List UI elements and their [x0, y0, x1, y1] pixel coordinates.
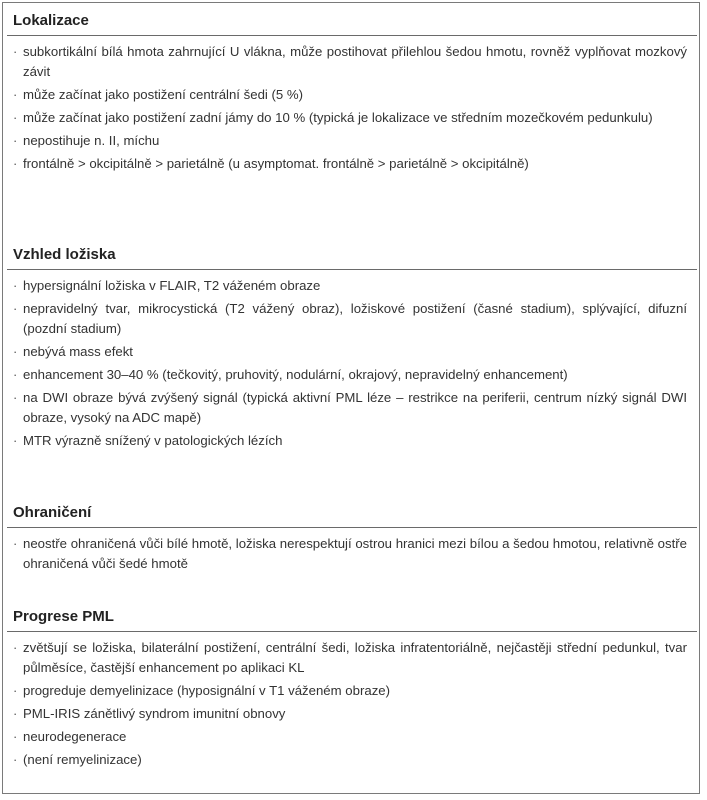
list-item: · MTR výrazně snížený v patologických lézích: [13, 431, 687, 451]
list-item: · neurodegenerace: [13, 727, 687, 747]
list-item: · nebývá mass efekt: [13, 342, 687, 362]
item-list: [3, 276, 699, 451]
list-item: · zvětšují se ložiska, bilaterální postižení, centrální šedi, ložiska infratentoriálně, nejčastěji střední pedunkul, tvar půlměsíce, častější enhancement po aplikaci KL: [13, 640, 687, 675]
section-divider: [7, 527, 697, 528]
bullet-icon: ·: [13, 729, 18, 744]
section-vzhled-loziska: [3, 243, 699, 454]
bullet-icon: ·: [13, 156, 18, 171]
bullet-icon: ·: [13, 278, 18, 293]
list-item: · frontálně > okcipitálně > parietálně (u asymptomat. frontálně > parietálně > okcipitálně): [13, 154, 687, 174]
bullet-icon: ·: [13, 706, 18, 721]
list-item: · na DWI obraze bývá zvýšený signál (typická aktivní PML léze – restrikce na periferii, centrum nízký signál DWI obraze, vysoký na ADC mapě): [13, 390, 687, 425]
bullet-icon: ·: [13, 752, 18, 767]
section-divider: [7, 269, 697, 270]
section-title: Vzhled ložiska: [13, 246, 116, 263]
section-title: Ohraničení: [13, 504, 92, 521]
bullet-icon: ·: [13, 433, 18, 448]
list-item: · může začínat jako postižení zadní jámy do 10 % (typická je lokalizace ve středním mozečkovém pedunkulu): [13, 108, 687, 128]
section-title: Lokalizace: [13, 12, 89, 29]
section-divider: [7, 35, 697, 36]
bullet-icon: ·: [13, 536, 18, 551]
list-item: · enhancement 30–40 % (tečkovitý, pruhovitý, nodulární, okrajový, nepravidelný enhancement): [13, 365, 687, 385]
bullet-icon: ·: [13, 367, 18, 382]
list-item: · PML-IRIS zánětlivý syndrom imunitní obnovy: [13, 704, 687, 724]
item-list: [3, 534, 699, 574]
bullet-icon: ·: [13, 344, 18, 359]
bullet-icon: ·: [13, 390, 18, 405]
bullet-icon: ·: [13, 683, 18, 698]
list-item: · subkortikální bílá hmota zahrnující U vlákna, může postihovat přilehlou šedou hmotu, rovněž vyplňovat mozkový závit: [13, 44, 687, 79]
section-progrese-pml: [3, 605, 699, 773]
bullet-icon: ·: [13, 44, 18, 59]
section-title: Progrese PML: [13, 608, 114, 625]
bullet-icon: ·: [13, 87, 18, 102]
list-item: · progreduje demyelinizace (hyposignální v T1 váženém obraze): [13, 681, 687, 701]
list-item: · nepravidelný tvar, mikrocystická (T2 vážený obraz), ložiskové postižení (časné stadium), splývající, difuzní (pozdní stadium): [13, 301, 687, 336]
section-lokalizace: [3, 9, 699, 177]
bullet-icon: ·: [13, 640, 18, 655]
list-item: · hypersignální ložiska v FLAIR, T2 váženém obraze: [13, 276, 687, 296]
section-divider: [7, 631, 697, 632]
table-frame: [2, 2, 700, 794]
item-list: [3, 42, 699, 174]
list-item: · může začínat jako postižení centrální šedi (5 %): [13, 85, 687, 105]
item-list: [3, 638, 699, 770]
bullet-icon: ·: [13, 301, 18, 316]
list-item: · nepostihuje n. II, míchu: [13, 131, 687, 151]
bullet-icon: ·: [13, 133, 18, 148]
bullet-icon: ·: [13, 110, 18, 125]
list-item: · (není remyelinizace): [13, 750, 687, 770]
list-item: · neostře ohraničená vůči bílé hmotě, ložiska nerespektují ostrou hranici mezi bílou a šedou hmotou, relativně ostře ohraničená vůči šedé hmotě: [13, 536, 687, 571]
section-ohraniceni: [3, 501, 699, 577]
